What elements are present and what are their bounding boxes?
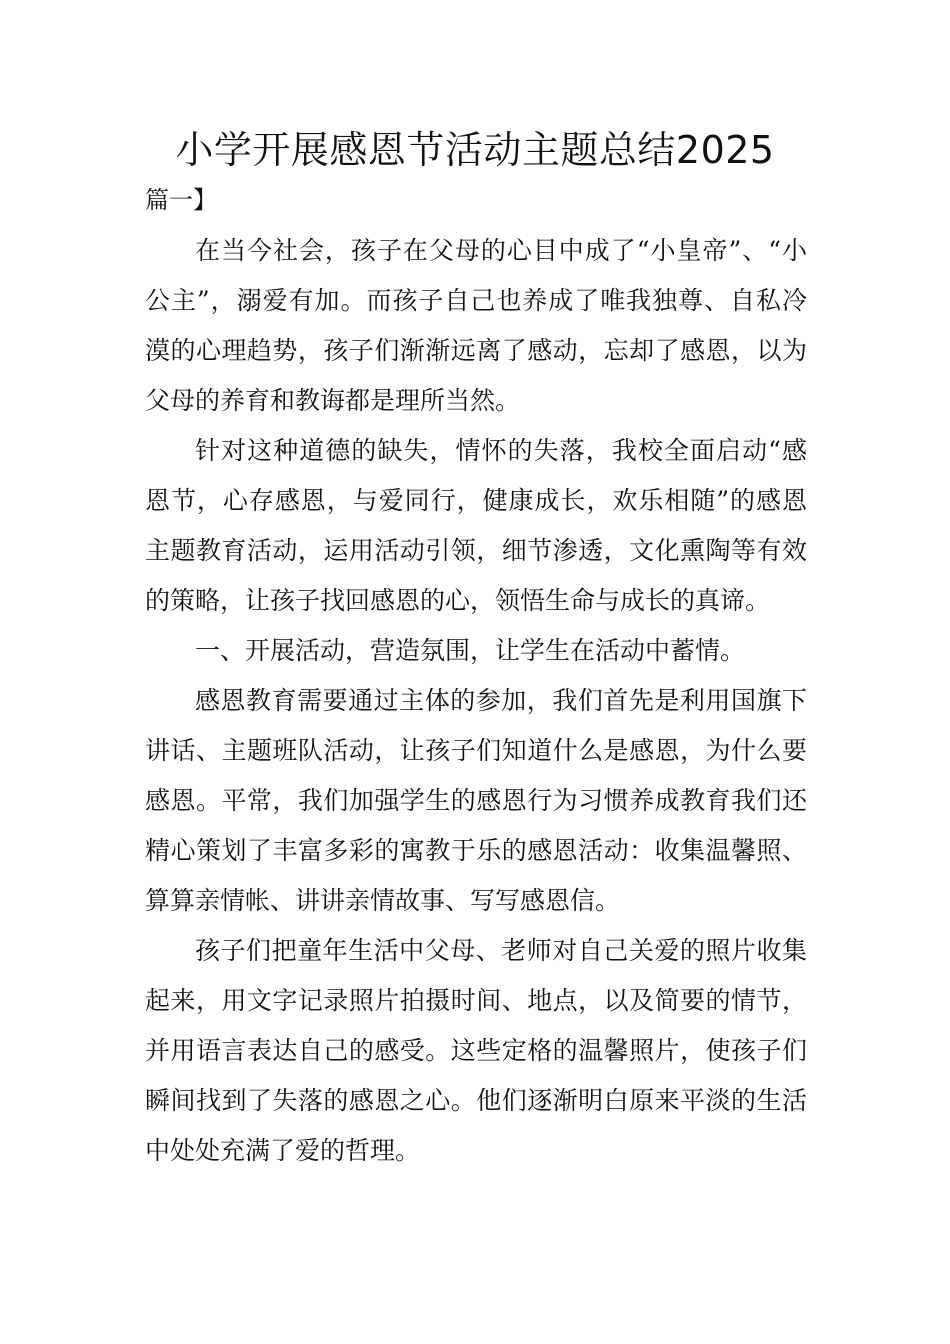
paragraph-intro: 在当今社会，孩子在父母的心目中成了“小皇帝”、“小公主”，溺爱有加。而孩子自己也养成了唯我独尊、自私冷漠的心理趋势，孩子们渐渐远离了感动，忘却了感恩，以为父母的养育和教诲都是理所当然。 [145,236,807,415]
paragraph-photos: 孩子们把童年生活中父母、老师对自己关爱的照片收集起来，用文字记录照片拍摄时间、地点，以及简要的情节，并用语言表达自己的感受。这些定格的温馨照片，使孩子们瞬间找到了失落的感恩之心。他们逐渐明白原来平淡的生活中处处充满了爱的哲理。 [145,936,807,1165]
paragraph-initiative: 针对这种道德的缺失，情怀的失落，我校全面启动“感恩节，心存感恩，与爱同行，健康成长，欢乐相随”的感恩主题教育活动，运用活动引领，细节渗透，文化熏陶等有效的策略，让孩子找回感恩的心，领悟生命与成长的真谛。 [145,436,807,615]
document-title: 小学开展感恩节活动主题总结2025 [175,128,775,172]
paragraph-education: 感恩教育需要通过主体的参加，我们首先是利用国旗下讲话、主题班队活动，让孩子们知道什么是感恩，为什么要感恩。平常，我们加强学生的感恩行为习惯养成教育我们还精心策划了丰富多彩的寓教于乐的感恩活动：收集温馨照、算算亲情帐、讲讲亲情故事、写写感恩信。 [145,686,807,915]
document-body [145,226,807,1176]
section-label: 篇一】 [145,186,217,214]
paragraph-heading-activities: 一、开展活动，营造氛围，让学生在活动中蓄情。 [195,636,746,665]
